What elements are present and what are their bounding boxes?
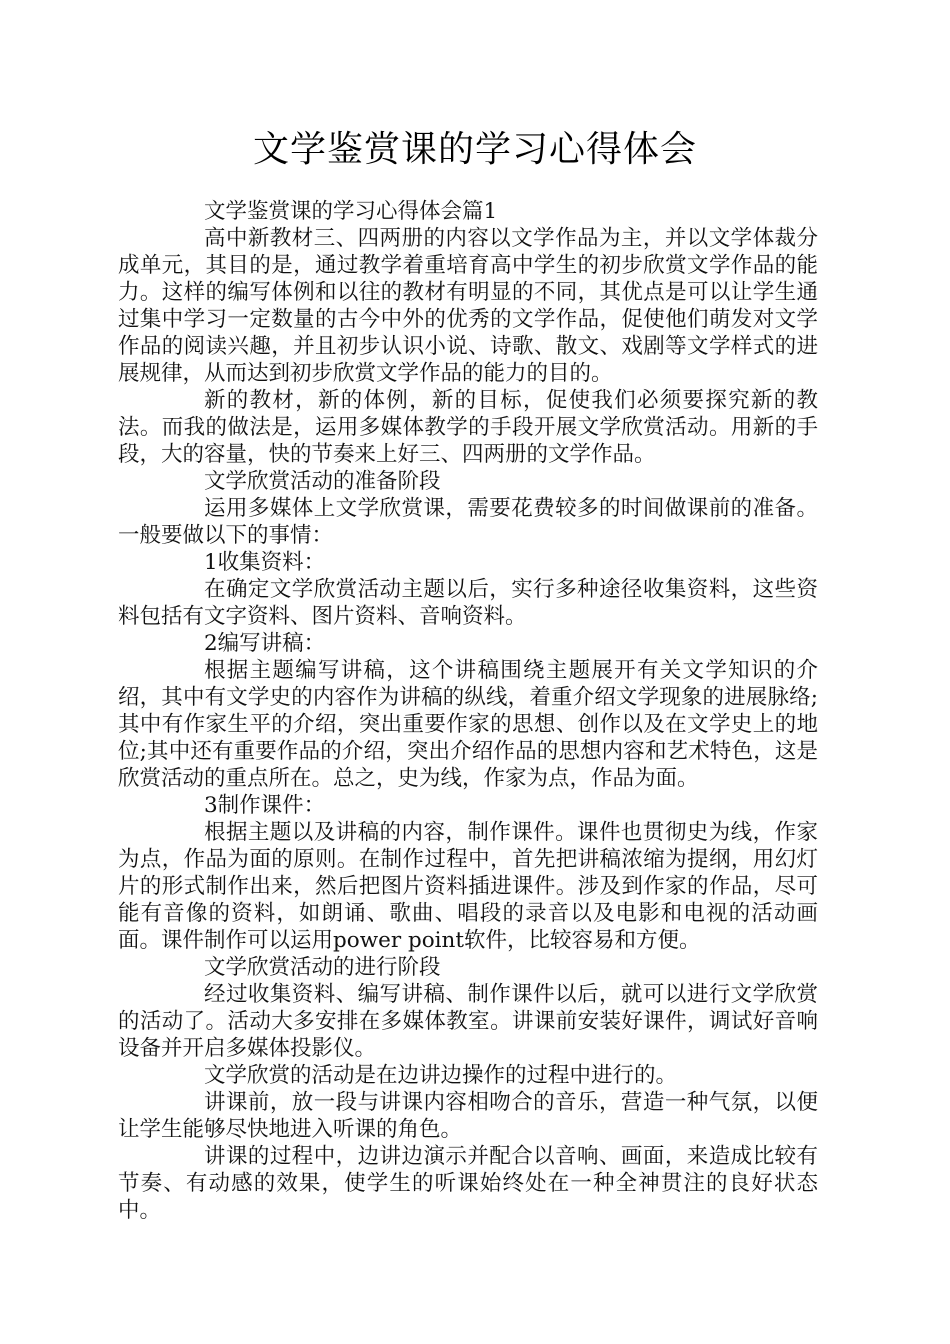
paragraph: 根据主题编写讲稿，这个讲稿围绕主题展开有关文学知识的介绍，其中有文学史的内容作为讲稿的纵线，着重介绍文学现象的进展脉络;其中有作家生平的介绍，突出重要作家的思想、创作以及在文学史上的地位;其中还有重要作品的介绍，突出介绍作品的思想内容和艺术特色，这是欣赏活动的重点所在。总之，史为线，作家为点，作品为面。 bbox=[118, 658, 818, 791]
step-heading: 3制作课件： bbox=[204, 793, 326, 818]
paragraph: 讲课前，放一段与讲课内容相吻合的音乐，营造一种气氛，以便让学生能够尽快地进入听课的角色。 bbox=[118, 1090, 818, 1142]
paragraph: 根据主题以及讲稿的内容，制作课件。课件也贯彻史为线，作家为点，作品为面的原则。在制作过程中，首先把讲稿浓缩为提纲，用幻灯片的形式制作出来，然后把图片资料插进课件。涉及到作家的作品，尽可能有音像的资料，如朗诵、歌曲、唱段的录音以及电影和电视的活动画面。课件制作可以运用power point软件，比较容易和方便。 bbox=[118, 820, 818, 953]
paragraph: 新的教材，新的体例，新的目标，促使我们必须要探究新的教法。而我的做法是，运用多媒体教学的手段开展文学欣赏活动。用新的手段，大的容量，快的节奏来上好三、四两册的文学作品。 bbox=[118, 388, 818, 467]
paragraph: 高中新教材三、四两册的内容以文学作品为主，并以文学体裁分成单元，其目的是，通过教学着重培育高中学生的初步欣赏文学作品的能力。这样的编写体例和以往的教材有明显的不同，其优点是可以让学生通过集中学习一定数量的古今中外的优秀的文学作品，促使他们萌发对文学作品的阅读兴趣，并且初步认识小说、诗歌、散文、戏剧等文学样式的进展规律，从而达到初步欣赏文学作品的能力的目的。 bbox=[118, 226, 818, 386]
step-heading: 2编写讲稿： bbox=[204, 631, 326, 656]
document-title: 文学鉴赏课的学习心得体会 bbox=[252, 129, 697, 170]
section-heading: 文学鉴赏课的学习心得体会篇1 bbox=[204, 199, 498, 224]
paragraph: 运用多媒体上文学欣赏课，需要花费较多的时间做课前的准备。一般要做以下的事情： bbox=[118, 496, 818, 548]
paragraph: 经过收集资料、编写讲稿、制作课件以后，就可以进行文学欣赏的活动了。活动大多安排在多媒体教室。讲课前安装好课件，调试好音响设备并开启多媒体投影仪。 bbox=[118, 982, 818, 1061]
document-body bbox=[118, 198, 818, 1224]
section-heading: 文学欣赏活动的进行阶段 bbox=[204, 955, 441, 980]
step-heading: 1收集资料： bbox=[204, 550, 326, 575]
section-heading: 文学欣赏活动的准备阶段 bbox=[204, 469, 441, 494]
paragraph: 在确定文学欣赏活动主题以后，实行多种途径收集资料，这些资料包括有文字资料、图片资料、音响资料。 bbox=[118, 577, 818, 629]
paragraph: 文学欣赏的活动是在边讲边操作的过程中进行的。 bbox=[204, 1063, 678, 1088]
paragraph: 讲课的过程中，边讲边演示并配合以音响、画面，来造成比较有节奏、有动感的效果，使学生的听课始终处在一种全神贯注的良好状态中。 bbox=[118, 1144, 818, 1223]
